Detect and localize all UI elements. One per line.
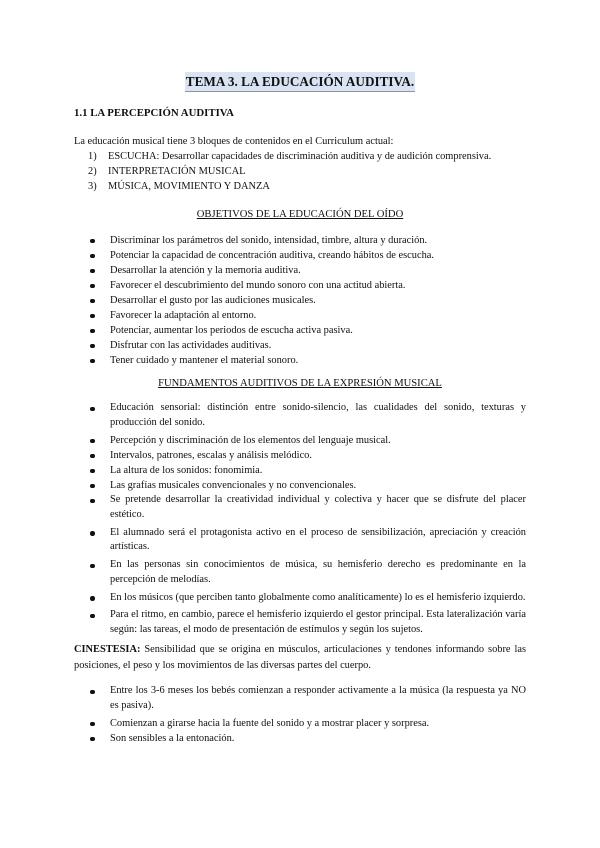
list-number: 1) (88, 151, 97, 162)
cinestesia-paragraph (74, 642, 526, 673)
cinestesia-definition: Sensibilidad que se origina en músculos, articulaciones y tendones informando sobre las posiciones, el peso y los movimientos de las diversas partes del cuerpo. (74, 644, 526, 671)
cinestesia-list (90, 684, 526, 746)
section-heading-percepcion: 1.1 LA PERCEPCIÓN AUDITIVA (74, 107, 234, 119)
list-item: Favorecer el descubrimiento del mundo sonoro con una actitud abierta. (90, 278, 526, 293)
list-item: Entre los 3-6 meses los bebés comienzan a responder activamente a la música (la respuesta ya NO es pasiva). (90, 684, 526, 713)
list-item: Percepción y discriminación de los elementos del lenguaje musical. (90, 433, 526, 448)
cinestesia-term: CINESTESIA: (74, 644, 141, 655)
document-title: TEMA 3. LA EDUCACIÓN AUDITIVA. (185, 72, 415, 92)
list-item: En los músicos (que perciben tanto globalmente como analíticamente) lo es el hemisferio izquierdo. (90, 591, 526, 606)
list-item (88, 164, 491, 179)
list-item: Desarrollar la atención y la memoria auditiva. (90, 263, 526, 278)
list-item: En las personas sin conocimientos de música, su hemisferio derecho es predominante en la percepción de melodías. (90, 558, 526, 587)
list-item-text: MÚSICA, MOVIMIENTO Y DANZA (108, 181, 270, 192)
list-item (88, 149, 491, 164)
list-item: Desarrollar el gusto por las audiciones musicales. (90, 293, 526, 308)
document-title-container (0, 74, 600, 91)
list-item: Comienzan a girarse hacia la fuente del sonido y a mostrar placer y sorpresa. (90, 716, 526, 731)
list-item: Intervalos, patrones, escalas y análisis melódico. (90, 448, 526, 463)
list-item: Potenciar la capacidad de concentración auditiva, creando hábitos de escucha. (90, 248, 526, 263)
content-blocks-list (88, 149, 491, 194)
list-number: 2) (88, 166, 97, 177)
list-item: Las grafías musicales convencionales y no convencionales. (90, 478, 526, 493)
list-item: Educación sensorial: distinción entre sonido-silencio, las cualidades del sonido, texturas y producción del sonido. (90, 401, 526, 430)
list-item: Tener cuidado y mantener el material sonoro. (90, 353, 526, 368)
objetivos-heading: OBJETIVOS DE LA EDUCACIÓN DEL OÍDO (196, 209, 404, 220)
list-item: Son sensibles a la entonación. (90, 731, 526, 746)
list-item-text: INTERPRETACIÓN MUSICAL (108, 166, 246, 177)
list-item: Disfrutar con las actividades auditivas. (90, 338, 526, 353)
list-item: Se pretende desarrollar la creatividad individual y colectiva y hacer que se disfrute del placer estético. (90, 493, 526, 522)
fundamentos-heading: FUNDAMENTOS AUDITIVOS DE LA EXPRESIÓN MUSICAL (158, 378, 442, 389)
list-item: Favorecer la adaptación al entorno. (90, 308, 526, 323)
list-item: Para el ritmo, en cambio, parece el hemisferio izquierdo el gestor principal. Esta lateralización varía según: las tareas, el modo de presentación de estímulos y según los sujetos. (90, 608, 526, 637)
list-item-text: ESCUCHA: Desarrollar capacidades de discriminación auditiva y de audición comprensiva. (108, 151, 492, 162)
objetivos-list (90, 233, 526, 368)
list-item (88, 179, 491, 194)
list-number: 3) (88, 181, 97, 192)
list-item: Potenciar, aumentar los periodos de escucha activa pasiva. (90, 323, 526, 338)
list-item: Discriminar los parámetros del sonido, intensidad, timbre, altura y duración. (90, 233, 526, 248)
intro-paragraph: La educación musical tiene 3 bloques de contenidos en el Curriculum actual: (74, 136, 394, 147)
list-item: El alumnado será el protagonista activo en el proceso de sensibilización, apreciación y creación artísticas. (90, 526, 526, 555)
list-item: La altura de los sonidos: fonomimia. (90, 463, 526, 478)
fundamentos-list (90, 401, 526, 641)
